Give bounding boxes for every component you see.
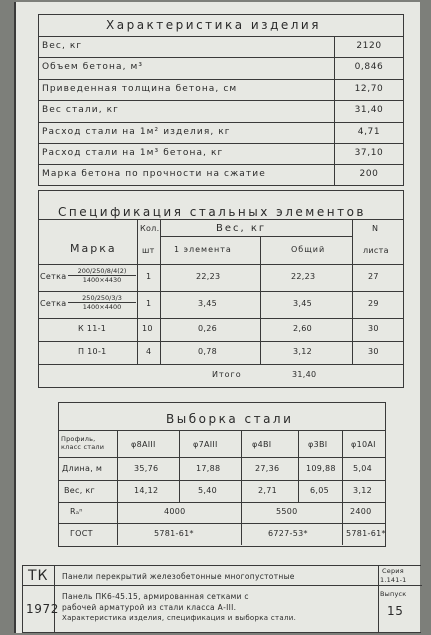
selection-length-2: 17,88 xyxy=(196,464,221,473)
characteristics-row-value: 31,40 xyxy=(354,105,384,116)
spec-header-per-element: 1 элемента xyxy=(174,245,232,254)
selection-rn-3: 2400 xyxy=(350,507,372,516)
spec-row-2-mark-fraction: $\frac{250/250/3/3}{1400\times 4400}$ xyxy=(68,294,136,311)
selection-col-5: φ10АI xyxy=(351,440,376,449)
selection-gost-1: 5781-61* xyxy=(154,529,194,538)
selection-rn-label: Rₐⁿ xyxy=(70,507,83,516)
selection-rn-1: 4000 xyxy=(164,507,186,516)
spec-row-3-sheet: 30 xyxy=(368,324,379,333)
selection-col-3: φ4ВI xyxy=(252,440,272,449)
spec-row-3-per: 0,26 xyxy=(198,324,218,333)
selection-weight-1: 14,12 xyxy=(134,486,159,495)
spec-row-1-per: 22,23 xyxy=(196,272,221,281)
selection-rn-2: 5500 xyxy=(276,507,298,516)
selection-weight-3: 2,71 xyxy=(258,486,278,495)
spec-row-1-total: 22,23 xyxy=(291,272,316,281)
characteristics-row-divider xyxy=(38,122,404,123)
spec-row-1-mark-fraction: $\frac{200/250/8/4(2)}{1400\times 4430}$ xyxy=(68,267,136,284)
spec-total-value: 31,40 xyxy=(292,370,317,379)
stamp-line-3: рабочей арматурой из стали класса А-III. xyxy=(62,603,237,612)
characteristics-row-label: Вес стали, кг xyxy=(42,105,120,116)
spec-header-qty-bottom: шт xyxy=(142,246,155,255)
spec-row-1-qty: 1 xyxy=(146,272,152,281)
spec-row-2-total: 3,45 xyxy=(293,299,313,308)
characteristics-row-divider xyxy=(38,164,404,165)
selection-length-4: 109,88 xyxy=(306,464,336,473)
spec-header-mark: Марка xyxy=(70,242,117,255)
selection-weight-label: Вес, кг xyxy=(64,486,96,495)
drawing-sheet xyxy=(14,2,420,633)
selection-weight-4: 6,05 xyxy=(310,486,330,495)
spec-row-2-qty: 1 xyxy=(146,299,152,308)
characteristics-row-divider xyxy=(38,57,404,58)
spec-row-4-qty: 4 xyxy=(146,347,152,356)
stamp-series-value: 1.141-1 xyxy=(380,576,407,584)
stamp-issue-value: 15 xyxy=(387,604,404,618)
characteristics-row-divider xyxy=(38,143,404,144)
characteristics-row-value: 12,70 xyxy=(354,83,384,94)
characteristics-row-label: Расход стали на 1м² изделия, кг xyxy=(42,126,231,137)
stamp-line-1: Панели перекрытий железобетонные многопустотные xyxy=(62,572,295,581)
selection-col-2: φ7АIII xyxy=(193,440,218,449)
selection-weight-2: 5,40 xyxy=(198,486,218,495)
spec-row-4-total: 3,12 xyxy=(293,347,313,356)
characteristics-title: Характеристика изделия xyxy=(106,18,321,32)
selection-profile-label: Профиль, класс стали xyxy=(61,435,105,451)
spec-row-2-sheet: 29 xyxy=(368,299,379,308)
characteristics-row-label: Объем бетона, м³ xyxy=(42,62,144,73)
selection-length-3: 27,36 xyxy=(255,464,280,473)
spec-row-1-sheet: 27 xyxy=(368,272,379,281)
spec-header-sheet-top: N xyxy=(372,224,379,233)
spec-total-label: Итого xyxy=(212,370,242,379)
characteristics-row-value: 4,71 xyxy=(357,126,381,137)
spec-row-3-mark: К 11-1 xyxy=(78,324,107,333)
spec-header-total: Общий xyxy=(291,245,326,254)
spec-header-qty-top: Кол. xyxy=(140,224,160,233)
selection-weight-5: 3,12 xyxy=(353,486,373,495)
characteristics-row-label: Приведенная толщина бетона, см xyxy=(42,83,238,94)
spec-row-3-total: 2,60 xyxy=(293,324,313,333)
characteristics-row-value: 200 xyxy=(359,169,379,180)
spec-row-4-sheet: 30 xyxy=(368,347,379,356)
stamp-year: 1972 xyxy=(26,602,59,616)
selection-gost-2: 6727-53* xyxy=(268,529,308,538)
stamp-series-label: Серия xyxy=(382,567,404,575)
selection-gost-3: 5781-61* xyxy=(346,529,386,538)
spec-row-4-per: 0,78 xyxy=(198,347,218,356)
characteristics-row-label: Вес, кг xyxy=(42,41,83,51)
selection-col-1: φ8АIII xyxy=(131,440,156,449)
selection-title: Выборка стали xyxy=(166,412,294,426)
selection-col-4: φ3ВI xyxy=(308,440,328,449)
stamp-line-2: Панель ПК6-45.15, армированная сетками с xyxy=(62,592,249,601)
stamp-issue-label: Выпуск xyxy=(380,590,407,598)
spec-row-4-mark: П 10-1 xyxy=(78,347,107,356)
selection-length-5: 5,04 xyxy=(353,464,373,473)
characteristics-row-label: Марка бетона по прочности на сжатие xyxy=(42,169,266,180)
specification-title: Спецификация стальных элементов xyxy=(58,205,366,219)
spec-row-2-mark-prefix: Сетка xyxy=(40,299,67,308)
selection-length-label: Длина, м xyxy=(62,464,103,473)
spec-header-sheet-bottom: листа xyxy=(363,246,389,255)
characteristics-row-value: 2120 xyxy=(356,41,382,51)
characteristics-row-value: 37,10 xyxy=(354,148,384,158)
characteristics-row-value: 0,846 xyxy=(354,62,384,73)
stamp-line-4: Характеристика изделия, спецификация и выборка стали. xyxy=(62,614,297,622)
spec-row-2-per: 3,45 xyxy=(198,299,218,308)
selection-length-1: 35,76 xyxy=(134,464,159,473)
spec-row-1-mark-prefix: Сетка xyxy=(40,272,67,281)
stamp-code: ТК xyxy=(28,568,49,584)
characteristics-row-label: Расход стали на 1м³ бетона, кг xyxy=(42,148,224,158)
selection-gost-label: ГОСТ xyxy=(70,529,93,538)
characteristics-row-divider xyxy=(38,100,404,101)
spec-header-weight: Вес, кг xyxy=(216,223,267,234)
characteristics-row-divider xyxy=(38,79,404,80)
spec-row-3-qty: 10 xyxy=(142,324,153,333)
